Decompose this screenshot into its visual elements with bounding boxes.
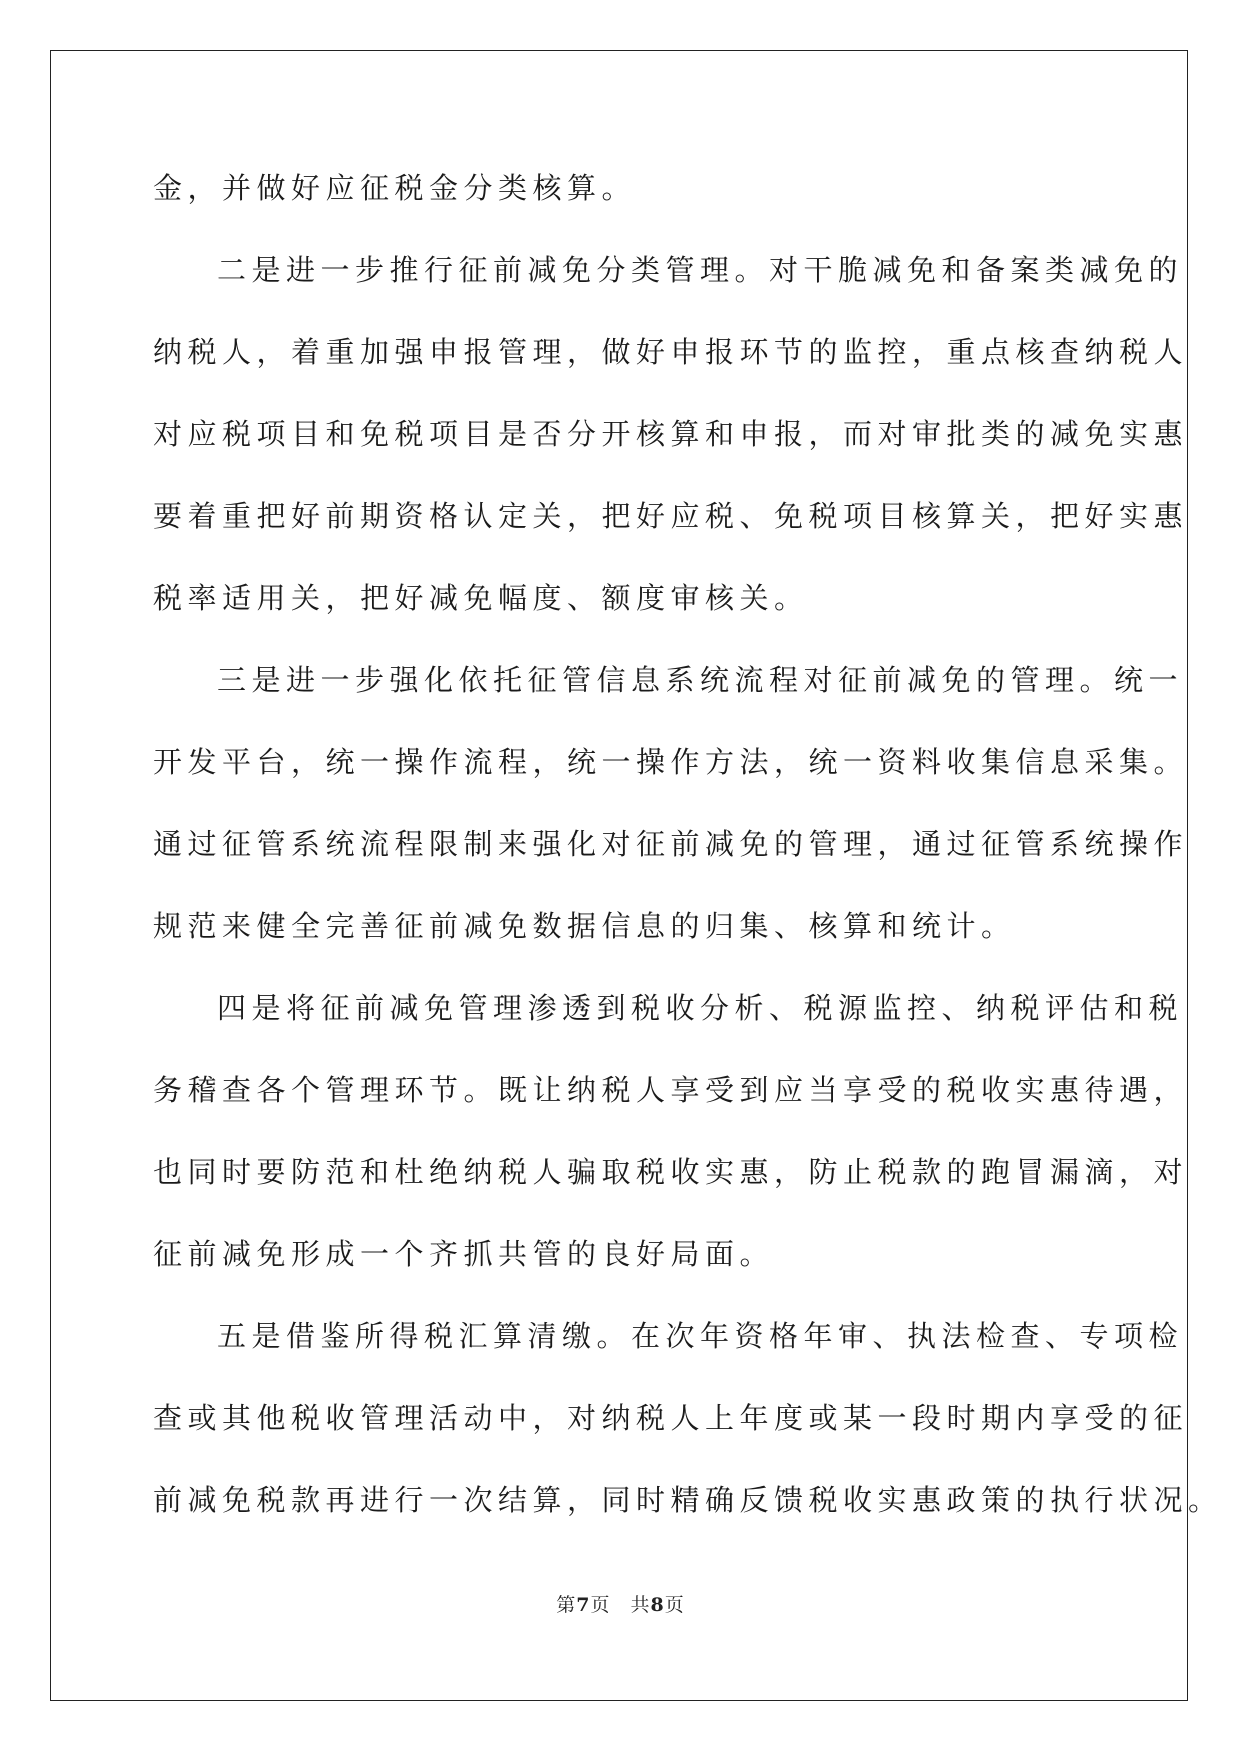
text-line: 四是将征前减免管理渗透到税收分析、税源监控、纳税评估和税 bbox=[217, 991, 1184, 1025]
total-prefix: 共 bbox=[630, 1594, 651, 1616]
text-line: 也同时要防范和杜绝纳税人骗取税收实惠，防止税款的跑冒漏滴，对 bbox=[153, 1155, 1189, 1189]
text-line: 开发平台，统一操作流程，统一操作方法，统一资料收集信息采集。 bbox=[153, 745, 1189, 779]
document-body bbox=[153, 168, 1223, 1562]
body-text bbox=[153, 168, 1223, 1562]
text-line: 金，并做好应征税金分类核算。 bbox=[153, 171, 637, 205]
text-line: 通过征管系统流程限制来强化对征前减免的管理，通过征管系统操作 bbox=[153, 827, 1189, 861]
text-line: 务稽查各个管理环节。既让纳税人享受到应当享受的税收实惠待遇， bbox=[153, 1073, 1189, 1107]
text-line: 规范来健全完善征前减免数据信息的归集、核算和统计。 bbox=[153, 909, 1016, 943]
page-prefix: 第 bbox=[556, 1594, 577, 1616]
page-footer bbox=[0, 1590, 1241, 1617]
text-line: 要着重把好前期资格认定关，把好应税、免税项目核算关，把好实惠 bbox=[153, 499, 1189, 533]
text-line: 税率适用关，把好减免幅度、额度审核关。 bbox=[153, 581, 809, 615]
text-line: 查或其他税收管理活动中，对纳税人上年度或某一段时期内享受的征 bbox=[153, 1401, 1189, 1435]
text-line: 二是进一步推行征前减免分类管理。对干脆减免和备案类减免的 bbox=[217, 253, 1184, 287]
text-line: 对应税项目和免税项目是否分开核算和申报，而对审批类的减免实惠 bbox=[153, 417, 1189, 451]
text-line: 征前减免形成一个齐抓共管的良好局面。 bbox=[153, 1237, 775, 1271]
text-line: 前减免税款再进行一次结算，同时精确反馈税收实惠政策的执行状况。 bbox=[153, 1483, 1223, 1517]
page-number: 7 bbox=[576, 1594, 591, 1616]
page-suffix: 页 bbox=[590, 1594, 611, 1616]
total-pages: 8 bbox=[650, 1594, 665, 1616]
text-line: 五是借鉴所得税汇算清缴。在次年资格年审、执法检查、专项检 bbox=[217, 1319, 1184, 1353]
text-line: 三是进一步强化依托征管信息系统流程对征前减免的管理。统一 bbox=[217, 663, 1184, 697]
total-suffix: 页 bbox=[664, 1594, 685, 1616]
text-line: 纳税人，着重加强申报管理，做好申报环节的监控，重点核查纳税人 bbox=[153, 335, 1189, 369]
